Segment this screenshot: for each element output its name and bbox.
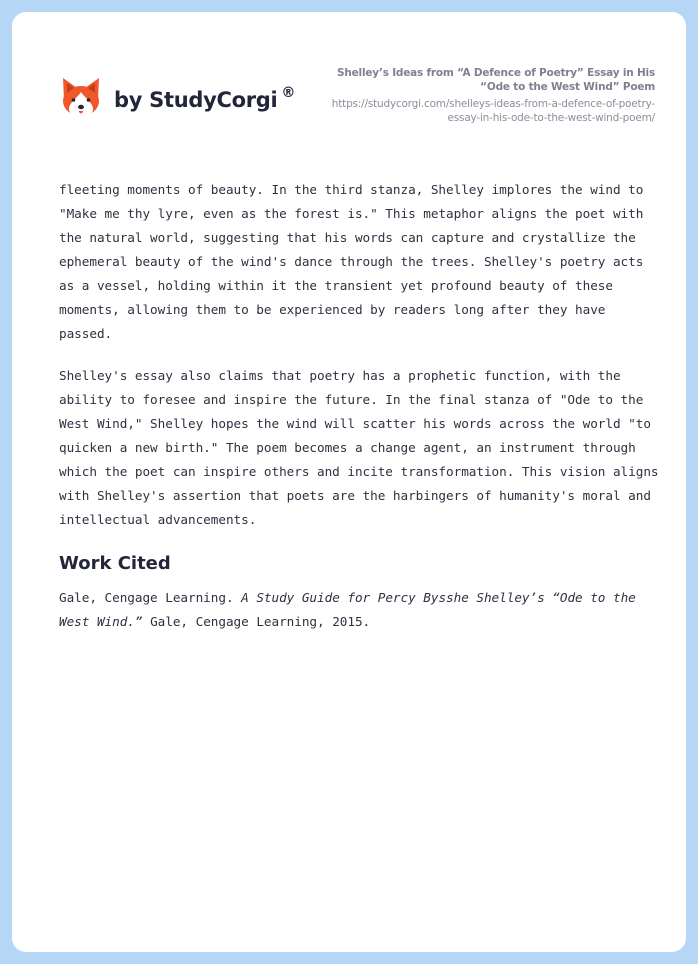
citation-publisher: Gale, Cengage Learning, 2015. [150, 614, 371, 629]
document-title: Shelley’s Ideas from “A Defence of Poetry” Essay in His “Ode to the West Wind” Poem [336, 67, 655, 93]
citation-title: A Study Guide for Percy Bysshe Shelley’s “Ode to the West Wind.” [59, 590, 636, 629]
document-page [12, 12, 686, 952]
paragraph: fleeting moments of beauty. In the third stanza, Shelley implores the wind to "Make me thy lyre, even as the forest is." This metaphor aligns the poet with the natural world, suggesting that his words can capture and crystallize the ephemeral beauty of the wind's dance through the trees. Shelley's poetry acts as a vessel, holding within it the transient yet profound beauty of these moments, allowing them to be experienced by readers long after they have passed. [59, 182, 644, 341]
works-cited-heading: Work Cited [59, 553, 171, 574]
registered-mark: ® [281, 85, 296, 101]
document-meta [315, 66, 655, 125]
corgi-logo-icon [60, 76, 102, 120]
brand-name: by StudyCorgi [114, 88, 278, 112]
document-body [59, 178, 659, 634]
citation-author: Gale, Cengage Learning. [59, 590, 234, 605]
studycorgi-logo[interactable] [60, 76, 295, 120]
citation-entry [59, 586, 659, 634]
document-url[interactable]: https://studycorgi.com/shelleys-ideas-from-a-defence-of-poetry-essay-in-his-ode-to-the-west-wind-poem/ [331, 98, 655, 124]
logo-wordmark [114, 85, 296, 112]
paragraph: Shelley's essay also claims that poetry has a prophetic function, with the ability to foresee and inspire the future. In the final stanza of "Ode to the West Wind," Shelley hopes the wind will scatter his words across the world "to quicken a new birth." The poem becomes a change agent, an instrument through which the poet can inspire others and incite transformation. This vision aligns with Shelley's assertion that poets are the harbingers of humanity's moral and intellectual advancements. [59, 368, 659, 527]
